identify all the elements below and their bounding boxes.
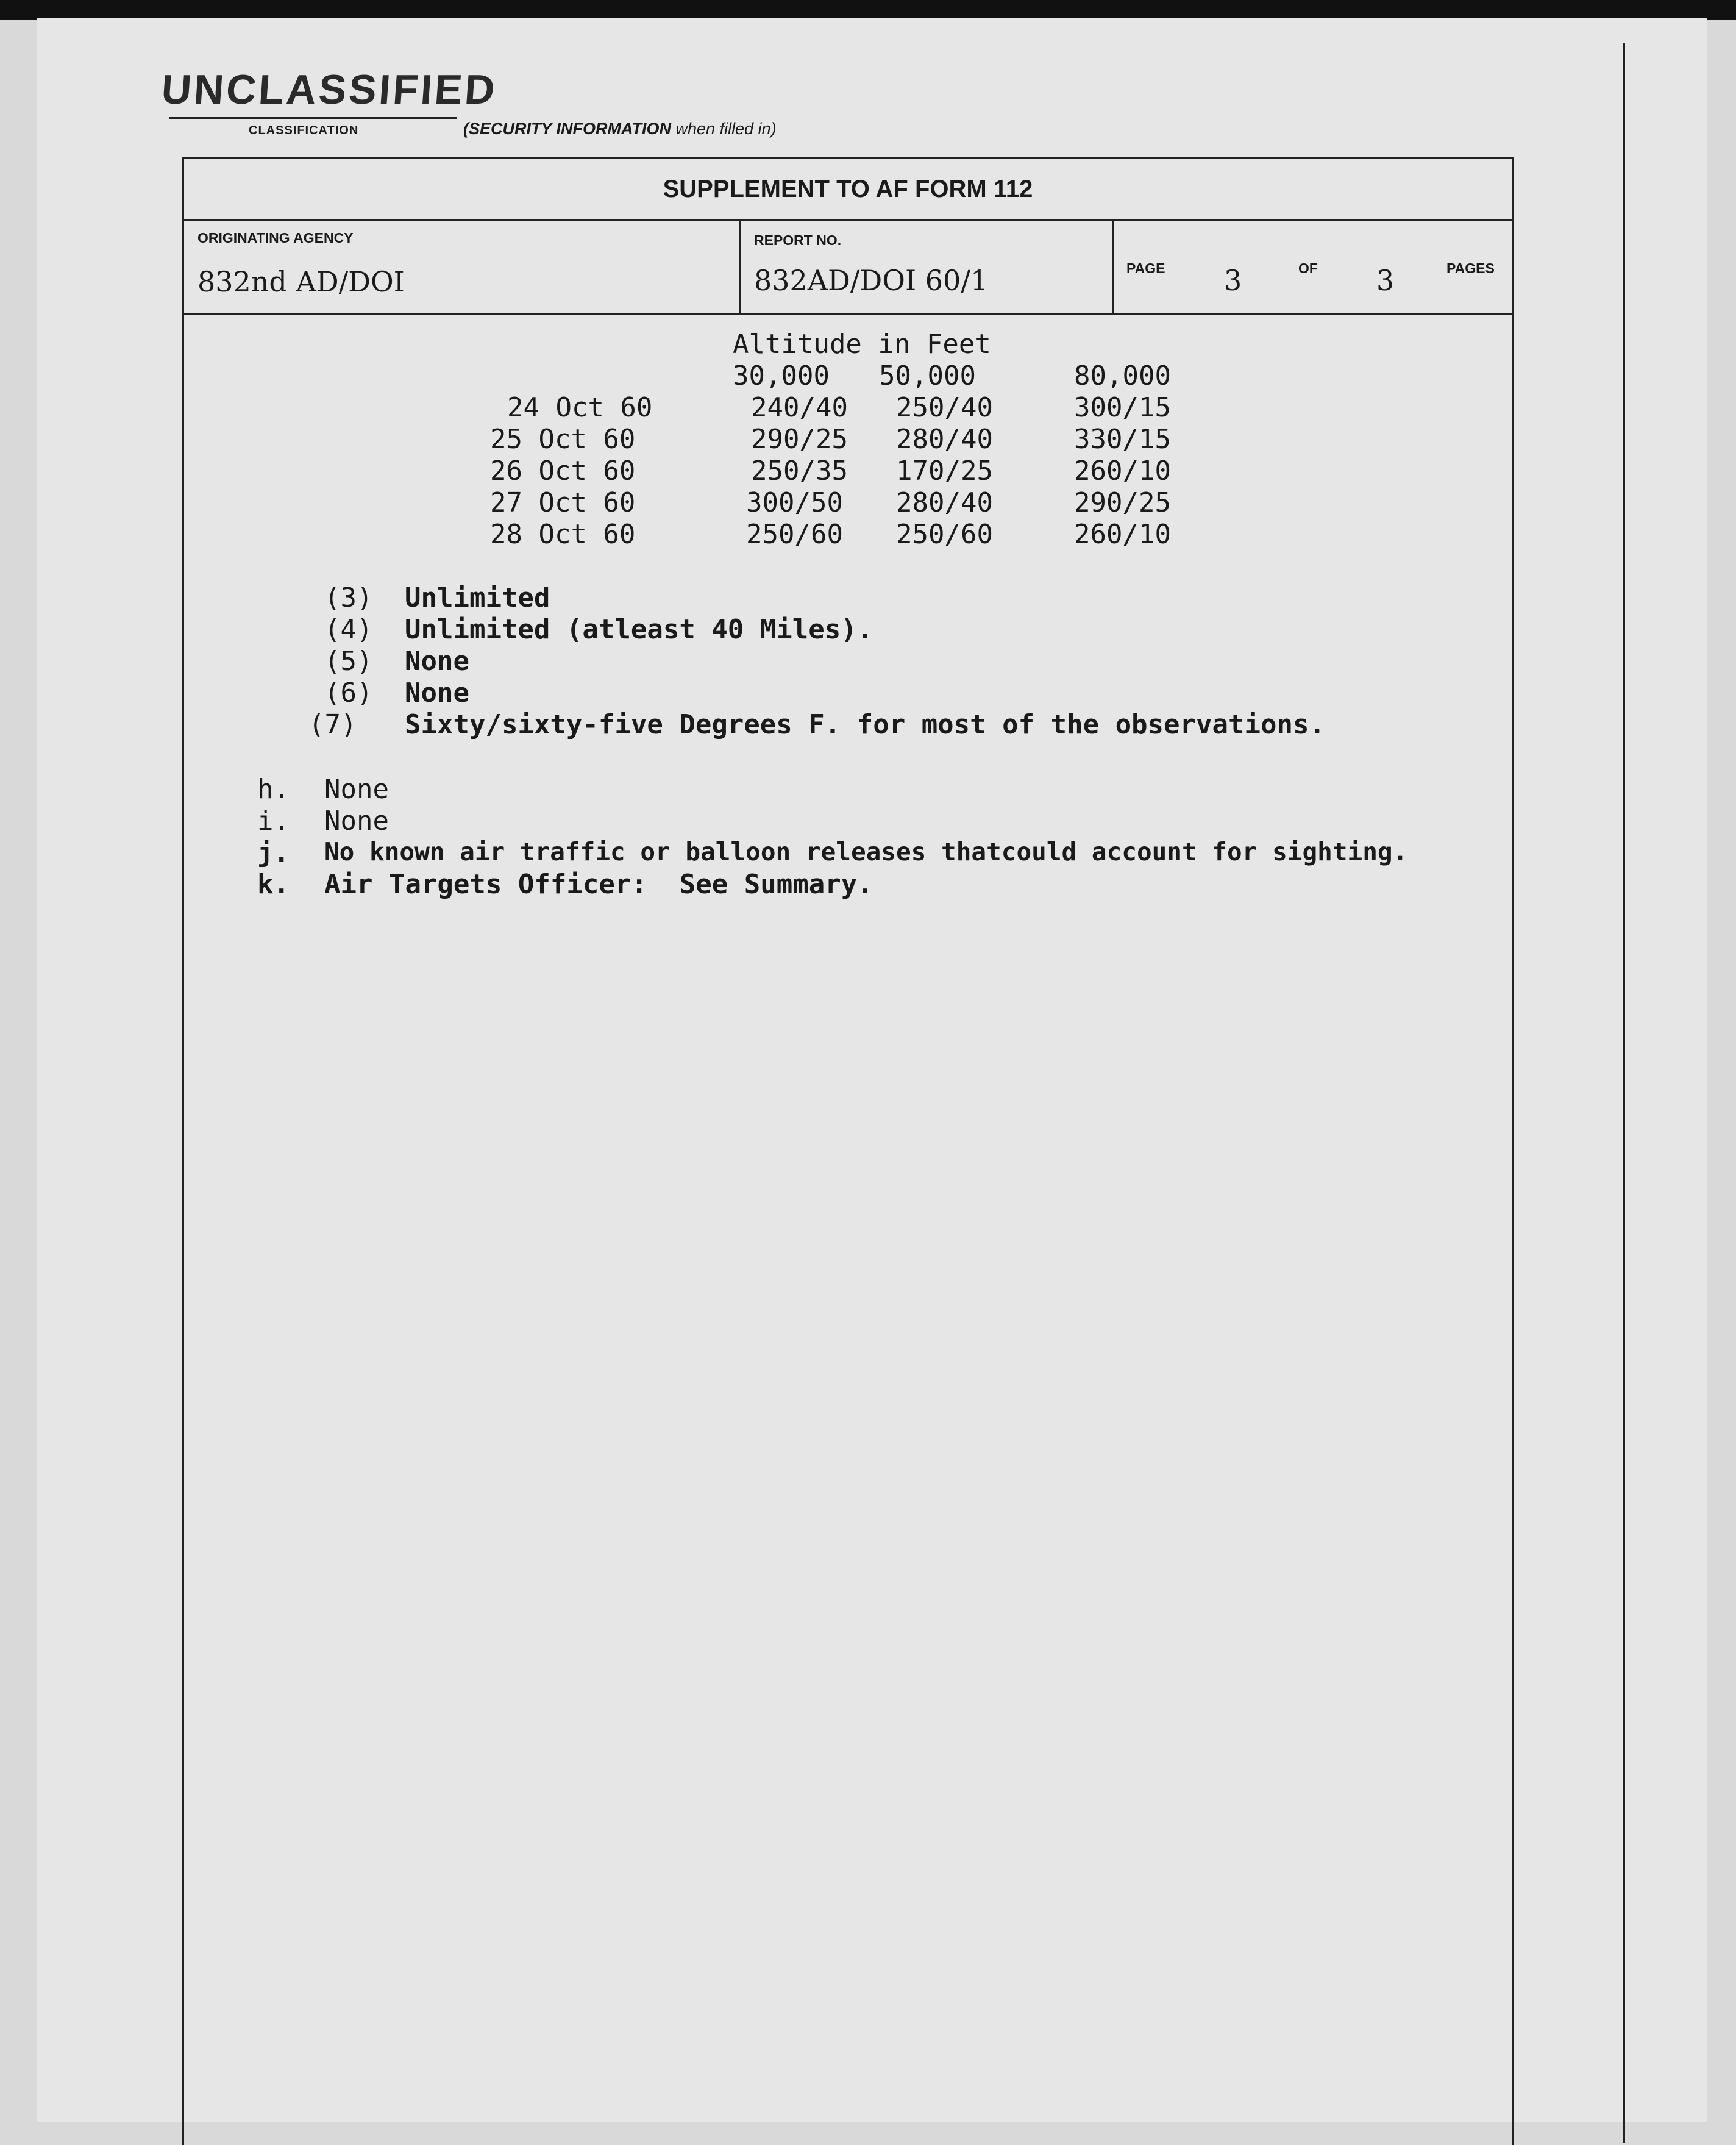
page-label: PAGE (1126, 260, 1165, 276)
scan-right-edge (1623, 43, 1625, 2143)
page-number: 3 (1224, 264, 1242, 297)
security-info-note (463, 120, 777, 138)
supplement-form (182, 157, 1514, 2145)
report-no-label: REPORT NO. (754, 232, 842, 248)
classification-stamp: UNCLASSIFIED (160, 66, 499, 113)
item-letter: j. (257, 837, 290, 868)
item-text: Sixty/sixty-five Degrees F. for most of the observations. (405, 709, 1325, 740)
altitude-80000: 80,000 (1074, 360, 1171, 391)
altitude-50000: 50,000 (879, 360, 976, 391)
page-count-cell (1114, 221, 1512, 315)
row-50000: 250/40 (896, 392, 993, 423)
row-date: 24 Oct 60 (507, 392, 653, 423)
item-number: (4) (324, 614, 373, 645)
row-30000: 290/25 (751, 424, 848, 455)
row-date: 28 Oct 60 (490, 519, 636, 550)
row-30000: 250/35 (751, 455, 848, 487)
row-50000: 280/40 (896, 424, 993, 455)
row-date: 27 Oct 60 (490, 487, 636, 518)
item-letter: i. (257, 805, 290, 837)
row-30000: 300/50 (746, 487, 843, 518)
row-50000: 170/25 (896, 455, 993, 487)
row-date: 25 Oct 60 (490, 424, 636, 455)
row-80000: 330/15 (1074, 424, 1171, 455)
classification-label: CLASSIFICATION (249, 124, 359, 137)
item-text: Air Targets Officer: See Summary. (324, 869, 873, 900)
row-80000: 290/25 (1074, 487, 1171, 518)
item-text: None (324, 805, 389, 837)
originating-agency-cell (184, 221, 741, 315)
row-80000: 260/10 (1074, 455, 1171, 487)
item-text: None (405, 646, 469, 677)
item-number: (5) (324, 646, 373, 677)
item-number: (6) (324, 677, 373, 708)
row-30000: 240/40 (751, 392, 848, 423)
security-info-text: (SECURITY INFORMATION (463, 120, 671, 138)
originating-agency-value: 832nd AD/DOI (197, 265, 405, 298)
report-no-value: 832AD/DOI 60/1 (754, 264, 989, 297)
row-80000: 260/10 (1074, 519, 1171, 550)
total-pages: 3 (1376, 264, 1395, 297)
form-title: SUPPLEMENT TO AF FORM 112 (184, 159, 1512, 221)
row-50000: 250/60 (896, 519, 993, 550)
of-label: OF (1298, 260, 1318, 276)
item-text: Unlimited (405, 582, 550, 613)
item-text: None (324, 774, 389, 805)
item-number: (3) (324, 582, 373, 613)
item-letter: k. (257, 869, 290, 900)
item-number: (7) (308, 709, 357, 740)
altitude-30000: 30,000 (733, 360, 830, 391)
security-info-tail: when filled in) (675, 120, 777, 138)
item-text: None (405, 677, 469, 708)
scan-top-border (0, 0, 1736, 20)
item-letter: h. (257, 774, 290, 805)
row-80000: 300/15 (1074, 392, 1171, 423)
pages-label: PAGES (1446, 260, 1495, 276)
item-text: No known air traffic or balloon releases thatcould account for sighting. (324, 837, 1408, 866)
row-date: 26 Oct 60 (490, 455, 636, 487)
row-50000: 280/40 (896, 487, 993, 518)
originating-agency-label: ORIGINATING AGENCY (197, 230, 354, 246)
altitude-heading: Altitude in Feet (733, 329, 991, 360)
item-text: Unlimited (atleast 40 Miles). (405, 614, 873, 645)
row-30000: 250/60 (746, 519, 843, 550)
report-no-cell (741, 221, 1114, 315)
classification-line (169, 117, 457, 119)
